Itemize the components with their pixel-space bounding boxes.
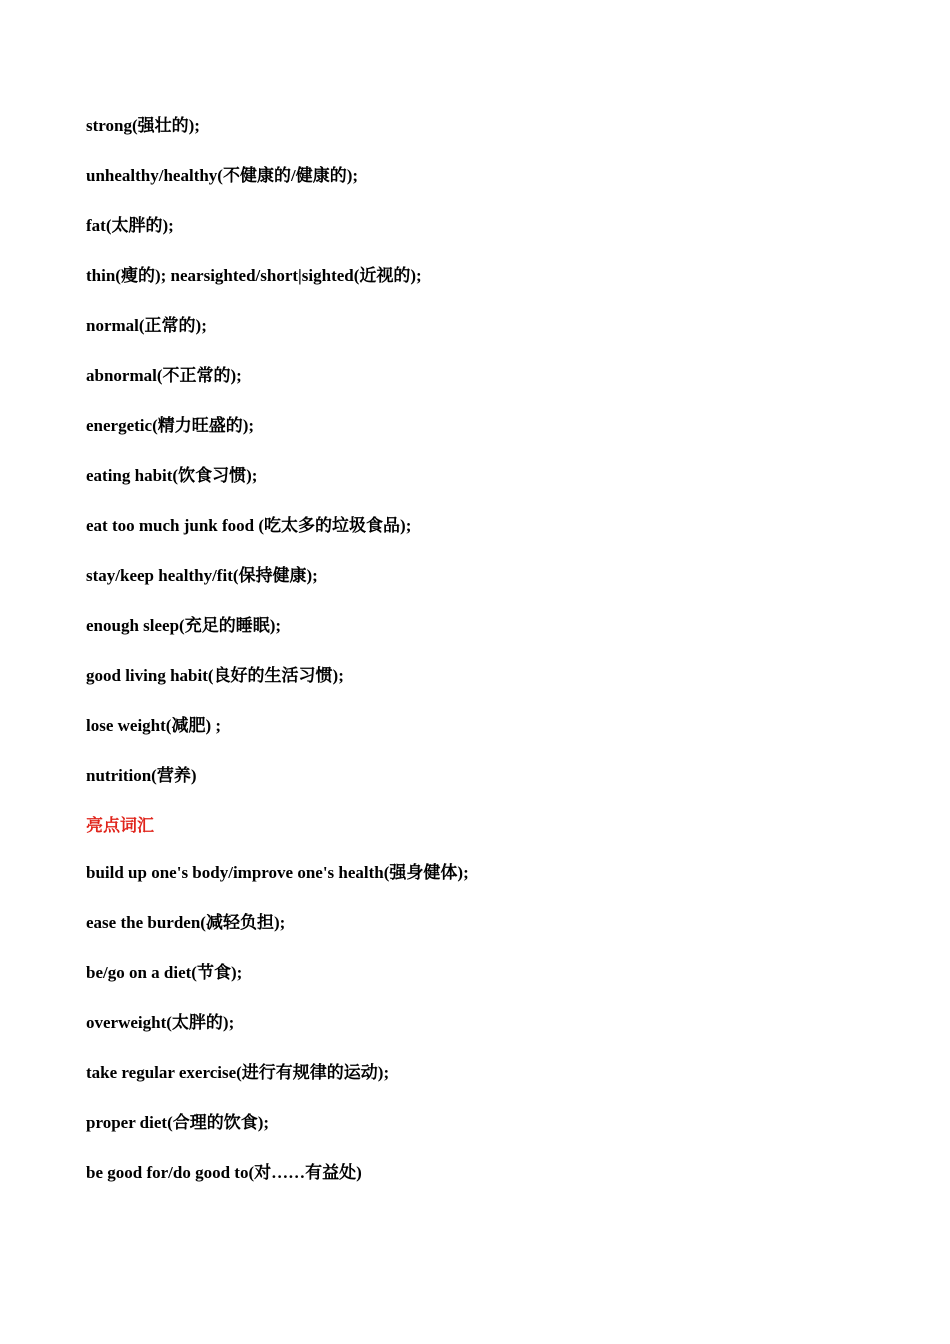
vocab-line: thin(瘦的); nearsighted/short|sighted(近视的); bbox=[86, 266, 422, 285]
vocab-line: strong(强壮的); bbox=[86, 116, 200, 135]
vocab-line: eating habit(饮食习惯); bbox=[86, 466, 258, 485]
section-heading: 亮点词汇 bbox=[86, 816, 154, 835]
highlight-line: be good for/do good to(对……有益处) bbox=[86, 1163, 362, 1182]
highlight-line: take regular exercise(进行有规律的运动); bbox=[86, 1063, 390, 1082]
highlight-line: build up one's body/improve one's health(强身健体); bbox=[86, 863, 469, 882]
vocab-line: stay/keep healthy/fit(保持健康); bbox=[86, 566, 318, 585]
vocab-line: abnormal(不正常的); bbox=[86, 366, 242, 385]
highlight-line: proper diet(合理的饮食); bbox=[86, 1113, 270, 1132]
vocab-line: eat too much junk food (吃太多的垃圾食品); bbox=[86, 516, 412, 535]
highlight-line: overweight(太胖的); bbox=[86, 1013, 235, 1032]
vocab-line: normal(正常的); bbox=[86, 316, 207, 335]
vocab-line: fat(太胖的); bbox=[86, 216, 174, 235]
vocab-line: good living habit(良好的生活习惯); bbox=[86, 666, 344, 685]
highlight-line: be/go on a diet(节食); bbox=[86, 963, 243, 982]
highlight-line: ease the burden(减轻负担); bbox=[86, 913, 286, 932]
vocab-line: unhealthy/healthy(不健康的/健康的); bbox=[86, 166, 359, 185]
vocab-line: lose weight(减肥) ; bbox=[86, 716, 222, 735]
vocab-line: nutrition(营养) bbox=[86, 766, 197, 785]
vocab-line: energetic(精力旺盛的); bbox=[86, 416, 255, 435]
vocab-line: enough sleep(充足的睡眠); bbox=[86, 616, 282, 635]
